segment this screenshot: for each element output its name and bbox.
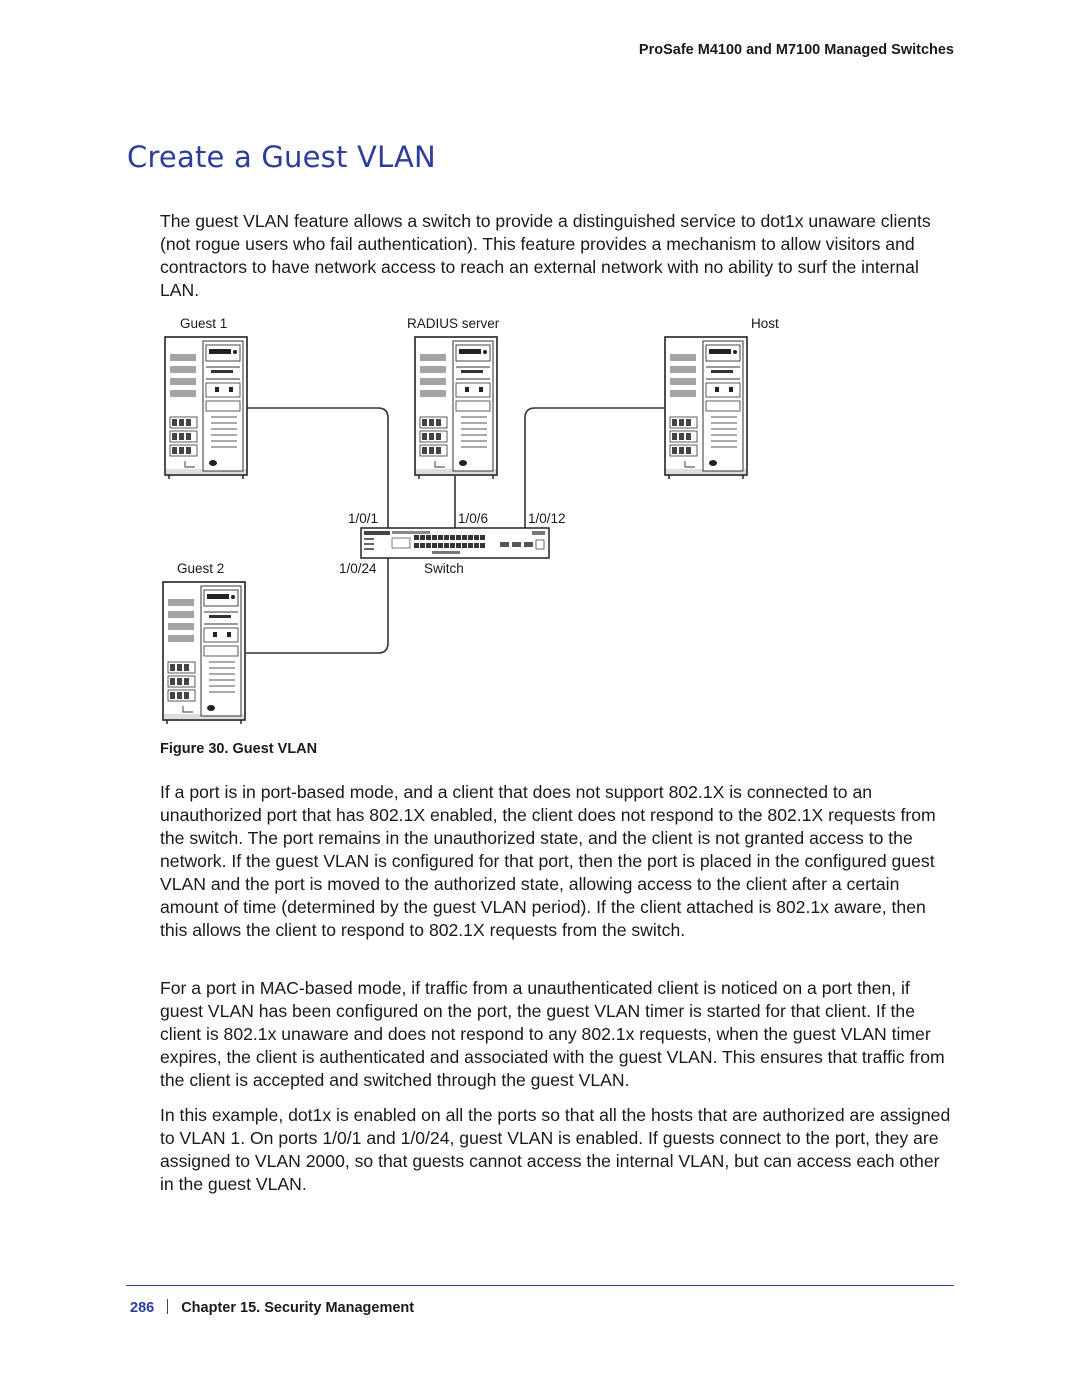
label-port-1-0-1: 1/0/1 — [348, 511, 379, 526]
running-header: ProSafe M4100 and M7100 Managed Switches — [638, 42, 954, 58]
port-based-paragraph: If a port is in port-based mode, and a client that does not support 802.1X is connected to an unauthorized port that has 802.1X enabled, the client does not respond to the 802.1X requests from the switch. The port remains in the unauthorized state, and the client is not granted access to the network. If the guest VLAN is configured for that port, then the port is placed in the configured guest VLAN and the port is moved to the authorized state, allowing access to the client after a certain amount of time (determined by the guest VLAN period). If the client attached is 802.1x aware, then this allows the client to respond to 802.1X requests from the switch. — [160, 782, 936, 940]
section-title: Create a Guest VLAN — [127, 140, 436, 174]
link-guest1-switch — [247, 408, 388, 528]
guest1-computer — [165, 337, 247, 479]
label-guest1: Guest 1 — [180, 316, 228, 331]
figure-caption: Figure 30. Guest VLAN — [160, 741, 318, 757]
label-guest2: Guest 2 — [177, 561, 225, 576]
page-footer — [130, 1299, 414, 1316]
host-computer — [665, 337, 747, 479]
link-host-switch — [525, 408, 665, 528]
switch-device — [361, 528, 549, 558]
label-host: Host — [751, 316, 779, 331]
label-switch: Switch — [424, 561, 464, 576]
footer-rule — [126, 1285, 954, 1286]
label-port-1-0-12: 1/0/12 — [528, 511, 566, 526]
chapter-title: Chapter 15. Security Management — [181, 1300, 415, 1316]
page-number: 286 — [130, 1300, 155, 1316]
example-paragraph: In this example, dot1x is enabled on all the ports so that all the hosts that are authorized are assigned to VLAN 1. On ports 1/0/1 and 1/0/24, guest VLAN is enabled. If guests connect to the port, they are assigned to VLAN 2000, so that guests cannot access the internal VLAN, but can access each other in the guest VLAN. — [160, 1105, 951, 1194]
label-port-1-0-24: 1/0/24 — [339, 561, 377, 576]
guest-vlan-diagram — [160, 310, 800, 730]
radius-server-computer — [415, 337, 497, 479]
label-radius-server: RADIUS server — [407, 316, 500, 331]
guest2-computer — [163, 582, 245, 724]
label-port-1-0-6: 1/0/6 — [458, 511, 489, 526]
intro-paragraph: The guest VLAN feature allows a switch to provide a distinguished service to dot1x unaware clients (not rogue users who fail authentication). This feature provides a mechanism to allow visitors and contractors to have network access to reach an external network with no ability to surf the internal LAN. — [160, 211, 931, 300]
mac-based-paragraph: For a port in MAC-based mode, if traffic from a unauthenticated client is noticed on a port then, if guest VLAN has been configured on the port, the guest VLAN timer is started for that client. If the client is 802.1x unaware and does not respond to any 802.1x requests, when the guest VLAN timer expires, the client is authenticated and associated with the guest VLAN. This ensures that traffic from the client is accepted and switched through the guest VLAN. — [160, 978, 945, 1090]
footer-separator — [167, 1299, 168, 1314]
